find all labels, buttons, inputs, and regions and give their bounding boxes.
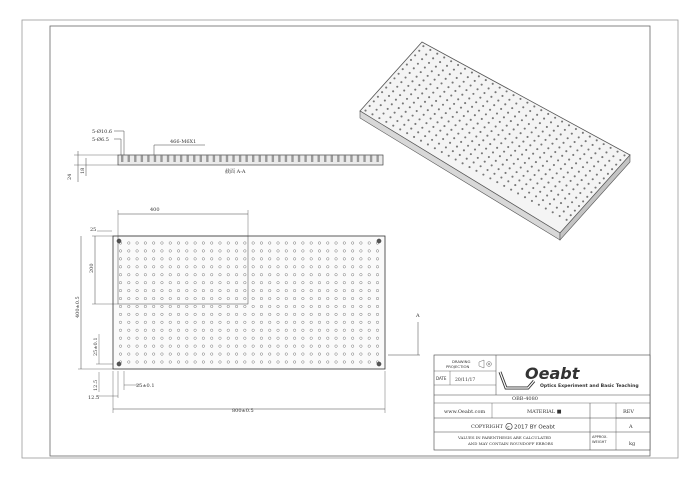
rev-label: REV — [623, 409, 635, 415]
weight-unit: kg — [629, 441, 636, 447]
plan-view — [75, 207, 420, 414]
dim-thread: 466-M6X1 — [170, 139, 197, 145]
dim-height-total: 400±0.5 — [75, 296, 81, 318]
material: MATERIAL ■ — [527, 409, 562, 415]
logo-subtitle: Optics Experiment and Basic Teaching — [540, 384, 639, 389]
dim-thickness-outer: 24 — [67, 173, 73, 180]
note-line-2: AND MAY CONTAIN ROUNDOFF ERRORS — [468, 441, 554, 446]
dim-thickness-inner: 18 — [80, 167, 86, 174]
dim-25-v: 25±0.1 — [93, 337, 99, 356]
logo-text: Oeabt — [525, 364, 580, 383]
plate-outline — [113, 236, 385, 369]
isometric-view — [360, 42, 630, 240]
section-label: 截面 A-A — [225, 169, 246, 175]
dim-12-5-h: 12.5 — [88, 395, 100, 401]
drawing-label: DRAWING — [452, 359, 471, 364]
dim-width-400: 400 — [150, 207, 160, 213]
website: www.Oeabt.com — [444, 409, 486, 415]
section-marker: A — [416, 313, 420, 319]
copyright-year: 2017 BY Oeabt — [514, 424, 556, 431]
svg-text:c: c — [507, 425, 510, 431]
dim-left-25: 25 — [90, 227, 97, 233]
dim-height-200: 200 — [89, 263, 95, 273]
weight-label: WEIGHT — [592, 440, 607, 444]
date-value: 20/11/17 — [455, 378, 476, 383]
part-number: OBB-4080 — [512, 396, 538, 402]
section-body — [118, 155, 383, 165]
dim-25-h: 25±0.1 — [136, 383, 155, 389]
date-label: DATE — [436, 376, 447, 381]
note-line-1: VALUES IN PARENTHESIS ARE CALCULATED — [458, 435, 552, 440]
dim-total-width: 800±0.5 — [232, 408, 254, 414]
projection-label: PROJECTION — [446, 364, 470, 369]
dim-hole-a: 5-Ø10.6 — [92, 129, 113, 135]
dim-12-5-v: 12.5 — [93, 379, 99, 391]
title-block — [434, 355, 650, 450]
dim-hole-b: 5-Ø6.5 — [92, 137, 109, 143]
approx-label: APPROX. — [592, 435, 608, 439]
rev-value: A — [629, 424, 633, 430]
section-view — [67, 128, 383, 182]
copyright-label: COPYRIGHT — [471, 424, 504, 430]
